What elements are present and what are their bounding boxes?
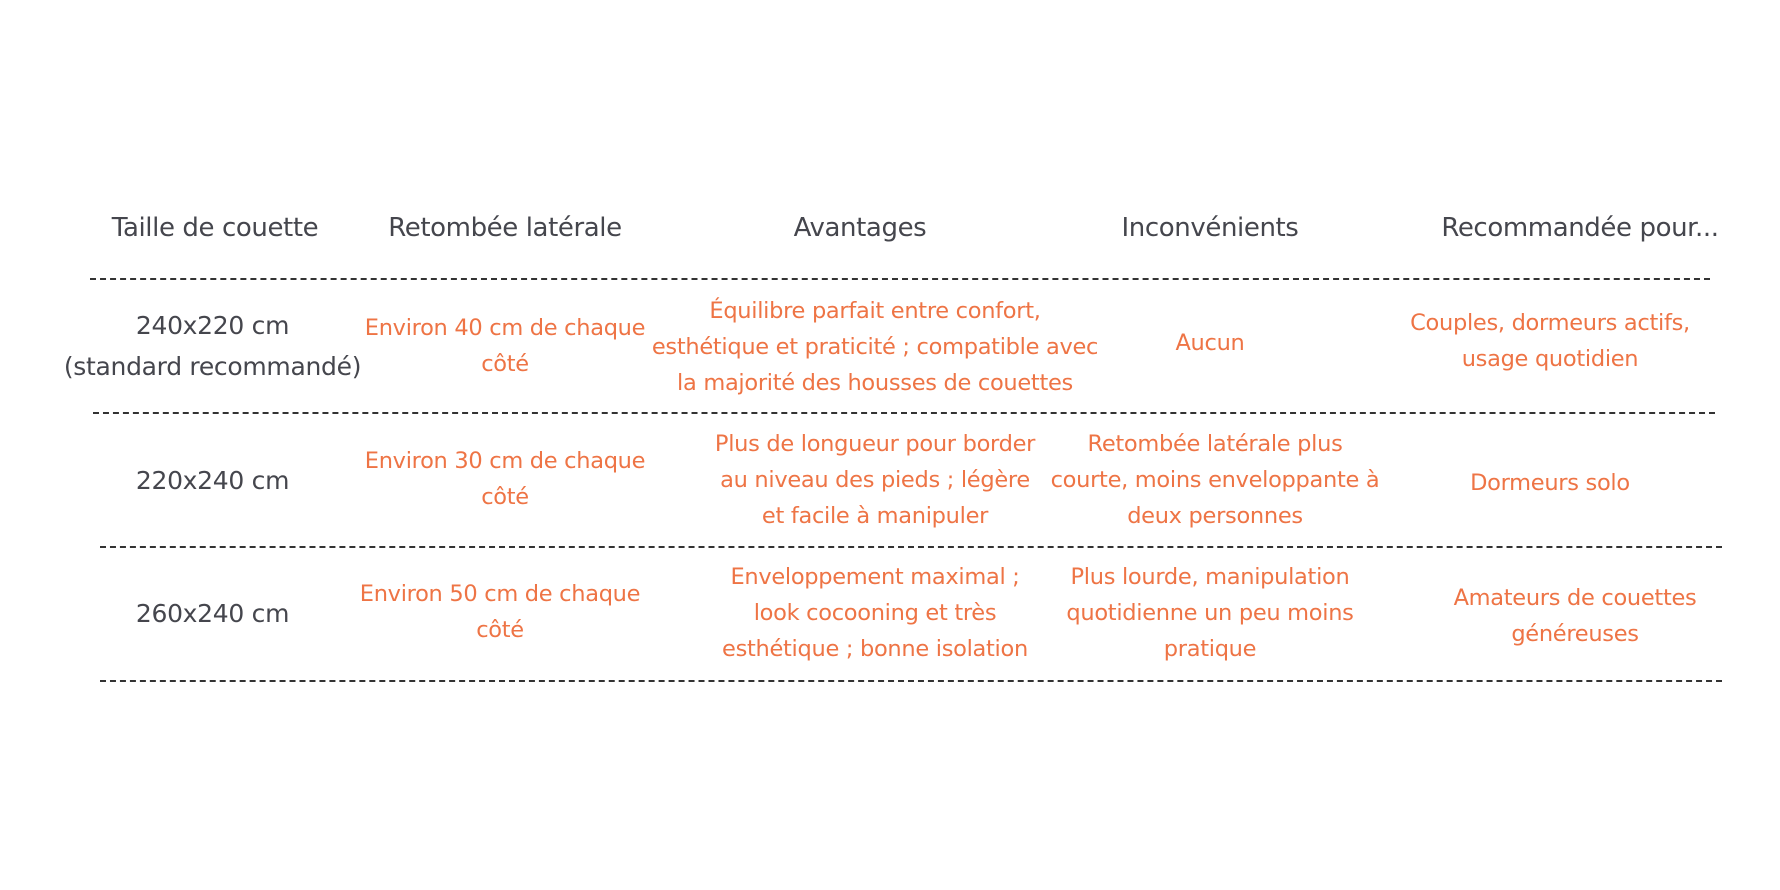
row-1-advantages: Équilibre parfait entre confort, esthétique et praticité ; compatible avec la majorité des housses de couettes [651,298,1099,396]
divider-row-3 [100,680,1722,682]
row-2-drawbacks: Retombée latérale plus courte, moins enveloppante à deux personnes [1050,431,1380,529]
row-3-advantages: Enveloppement maximal ; look cocooning et très esthétique ; bonne isolation [722,564,1028,662]
header-size: Taille de couette [111,213,319,243]
row-2-recommended: Dormeurs solo [1470,470,1630,496]
row-1-drawbacks: Aucun [1175,330,1245,356]
header-recommended: Recommandée pour... [1441,213,1719,243]
row-2-drop: Environ 30 cm de chaque côté [364,448,646,510]
header-drop: Retombée latérale [388,213,622,243]
divider-header [90,278,1710,280]
row-3-drop: Environ 50 cm de chaque côté [359,581,641,643]
row-3-size: 260x240 cm [135,599,290,628]
header-advantages: Avantages [793,213,927,243]
row-1-recommended: Couples, dormeurs actifs, usage quotidien [1410,310,1690,372]
row-1-size: 240x220 cm (standard recommandé) [63,311,362,381]
row-3-drawbacks: Plus lourde, manipulation quotidienne un peu moins pratique [1066,564,1354,662]
divider-row-2 [100,546,1722,548]
row-2-advantages: Plus de longueur pour border au niveau des pieds ; légère et facile à manipuler [714,431,1036,529]
header-drawbacks: Inconvénients [1121,213,1299,243]
row-1-drop: Environ 40 cm de chaque côté [364,315,646,377]
row-2-size: 220x240 cm [135,466,290,495]
row-3-recommended: Amateurs de couettes généreuses [1453,585,1697,647]
divider-row-1 [93,412,1715,414]
